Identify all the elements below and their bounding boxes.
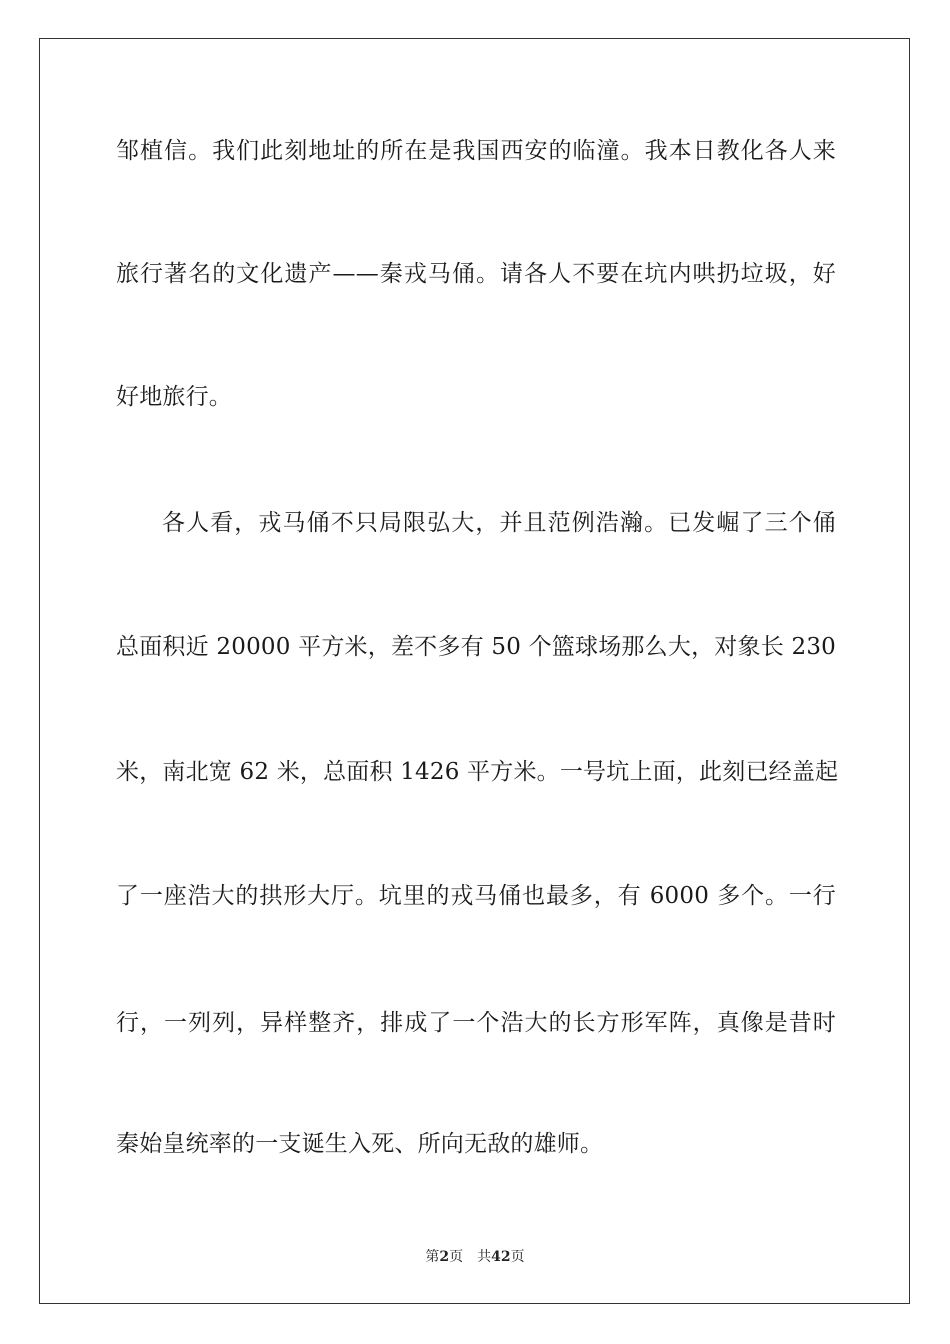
text-line-8: 行，一列列，异样整齐，排成了一个浩大的长方形军阵，真像是昔时	[116, 1010, 836, 1036]
text-line-9: 秦始皇统率的一支诞生入死、所向无敌的雄师。	[116, 1131, 604, 1157]
page-border	[39, 38, 910, 1304]
text-line-2: 旅行著名的文化遗产——秦戎马俑。请各人不要在坑内哄扔垃圾，好	[116, 261, 836, 287]
total-pages-number: 42	[491, 1249, 511, 1265]
current-page-number: 2	[439, 1249, 450, 1265]
text-line-7: 了一座浩大的拱形大厅。坑里的戎马俑也最多，有 6000 多个。一行	[116, 883, 836, 909]
page-footer	[0, 1248, 950, 1266]
total-label-suffix: 页	[510, 1249, 525, 1265]
text-line-6: 米，南北宽 62 米，总面积 1426 平方米。一号坑上面，此刻已经盖起	[116, 759, 839, 785]
text-line-1: 邹植信。我们此刻地址的所在是我国西安的临潼。我本日教化各人来	[116, 138, 836, 164]
text-line-5: 总面积近 20000 平方米，差不多有 50 个篮球场那么大，对象长 230	[116, 634, 836, 660]
text-line-3: 好地旅行。	[116, 384, 232, 410]
page-label-prefix: 第	[425, 1249, 440, 1265]
text-line-4-paragraph-start: 各人看，戎马俑不只局限弘大，并且范例浩瀚。已发崛了三个俑	[162, 510, 836, 536]
page-label-suffix: 页	[449, 1249, 464, 1265]
total-label-prefix: 共	[477, 1249, 492, 1265]
